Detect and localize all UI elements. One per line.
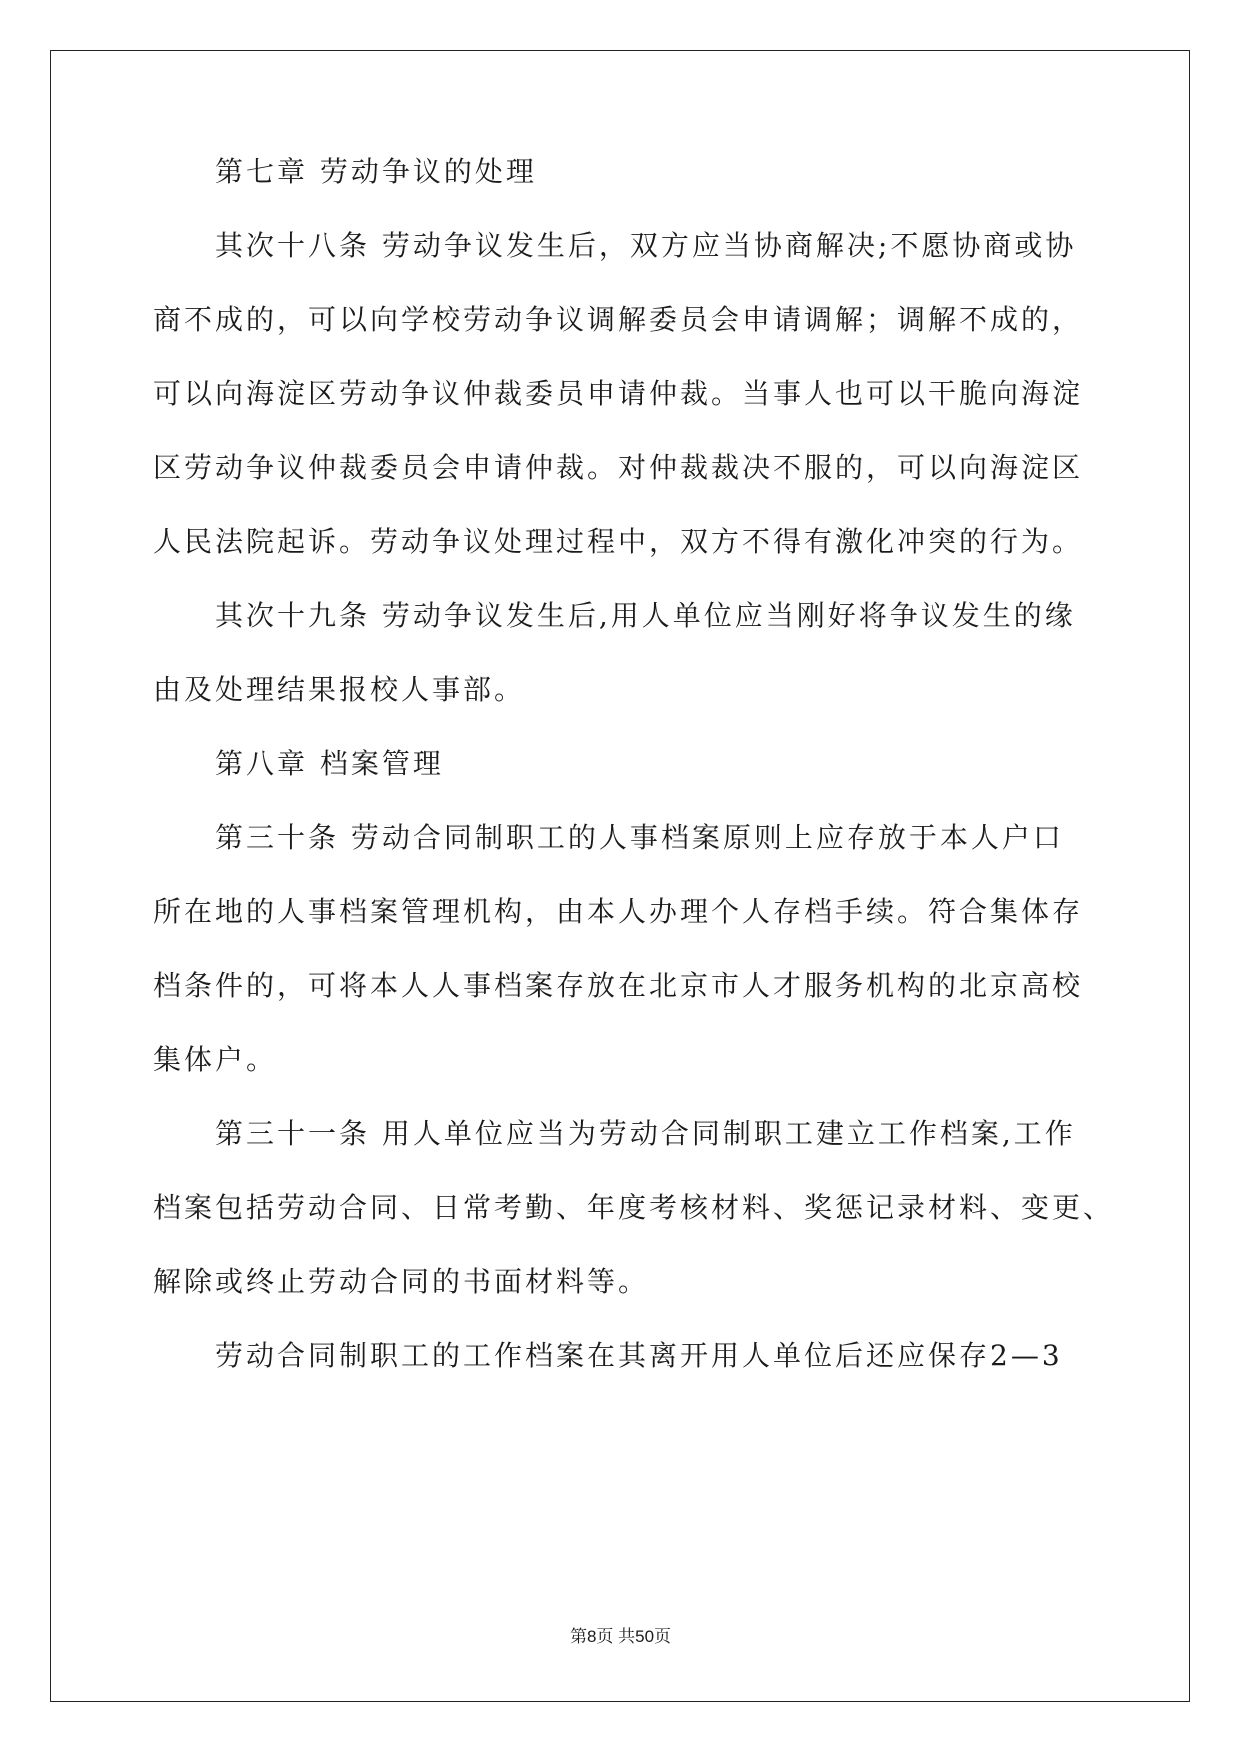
article-30-line-3: 档条件的，可将本人人事档案存放在北京市人才服务机构的北京高校 — [153, 969, 1084, 1002]
chapter-8-heading: 第八章 档案管理 — [215, 747, 444, 780]
article-30-line-2: 所在地的人事档案管理机构，由本人办理个人存档手续。符合集体存 — [153, 895, 1084, 928]
page-border — [50, 50, 1190, 1702]
article-28-line-5: 人民法院起诉。劳动争议处理过程中，双方不得有激化冲突的行为。 — [153, 525, 1084, 558]
archive-retention-line-1: 劳动合同制职工的工作档案在其离开用人单位后还应保存2—3 — [215, 1339, 1063, 1372]
article-30-line-1: 第三十条 劳动合同制职工的人事档案原则上应存放于本人户口 — [215, 821, 1064, 854]
article-28-line-1: 其次十八条 劳动争议发生后，双方应当协商解决;不愿协商或协 — [215, 229, 1077, 262]
chapter-7-heading: 第七章 劳动争议的处理 — [215, 155, 537, 188]
article-28-line-3: 可以向海淀区劳动争议仲裁委员申请仲裁。当事人也可以干脆向海淀 — [153, 377, 1084, 410]
article-29-line-2: 由及处理结果报校人事部。 — [153, 673, 526, 706]
article-31-line-3: 解除或终止劳动合同的书面材料等。 — [153, 1265, 650, 1298]
article-29-line-1: 其次十九条 劳动争议发生后,用人单位应当刚好将争议发生的缘 — [215, 599, 1076, 632]
article-31-line-1: 第三十一条 用人单位应当为劳动合同制职工建立工作档案,工作 — [215, 1117, 1076, 1150]
article-28-line-2: 商不成的，可以向学校劳动争议调解委员会申请调解；调解不成的， — [153, 303, 1084, 336]
page-number-footer: 第8页 共50页 — [569, 1627, 672, 1646]
article-28-line-4: 区劳动争议仲裁委员会申请仲裁。对仲裁裁决不服的，可以向海淀区 — [153, 451, 1084, 484]
article-30-line-4: 集体户。 — [153, 1043, 278, 1076]
article-31-line-2: 档案包括劳动合同、日常考勤、年度考核材料、奖惩记录材料、变更、 — [153, 1191, 1115, 1224]
